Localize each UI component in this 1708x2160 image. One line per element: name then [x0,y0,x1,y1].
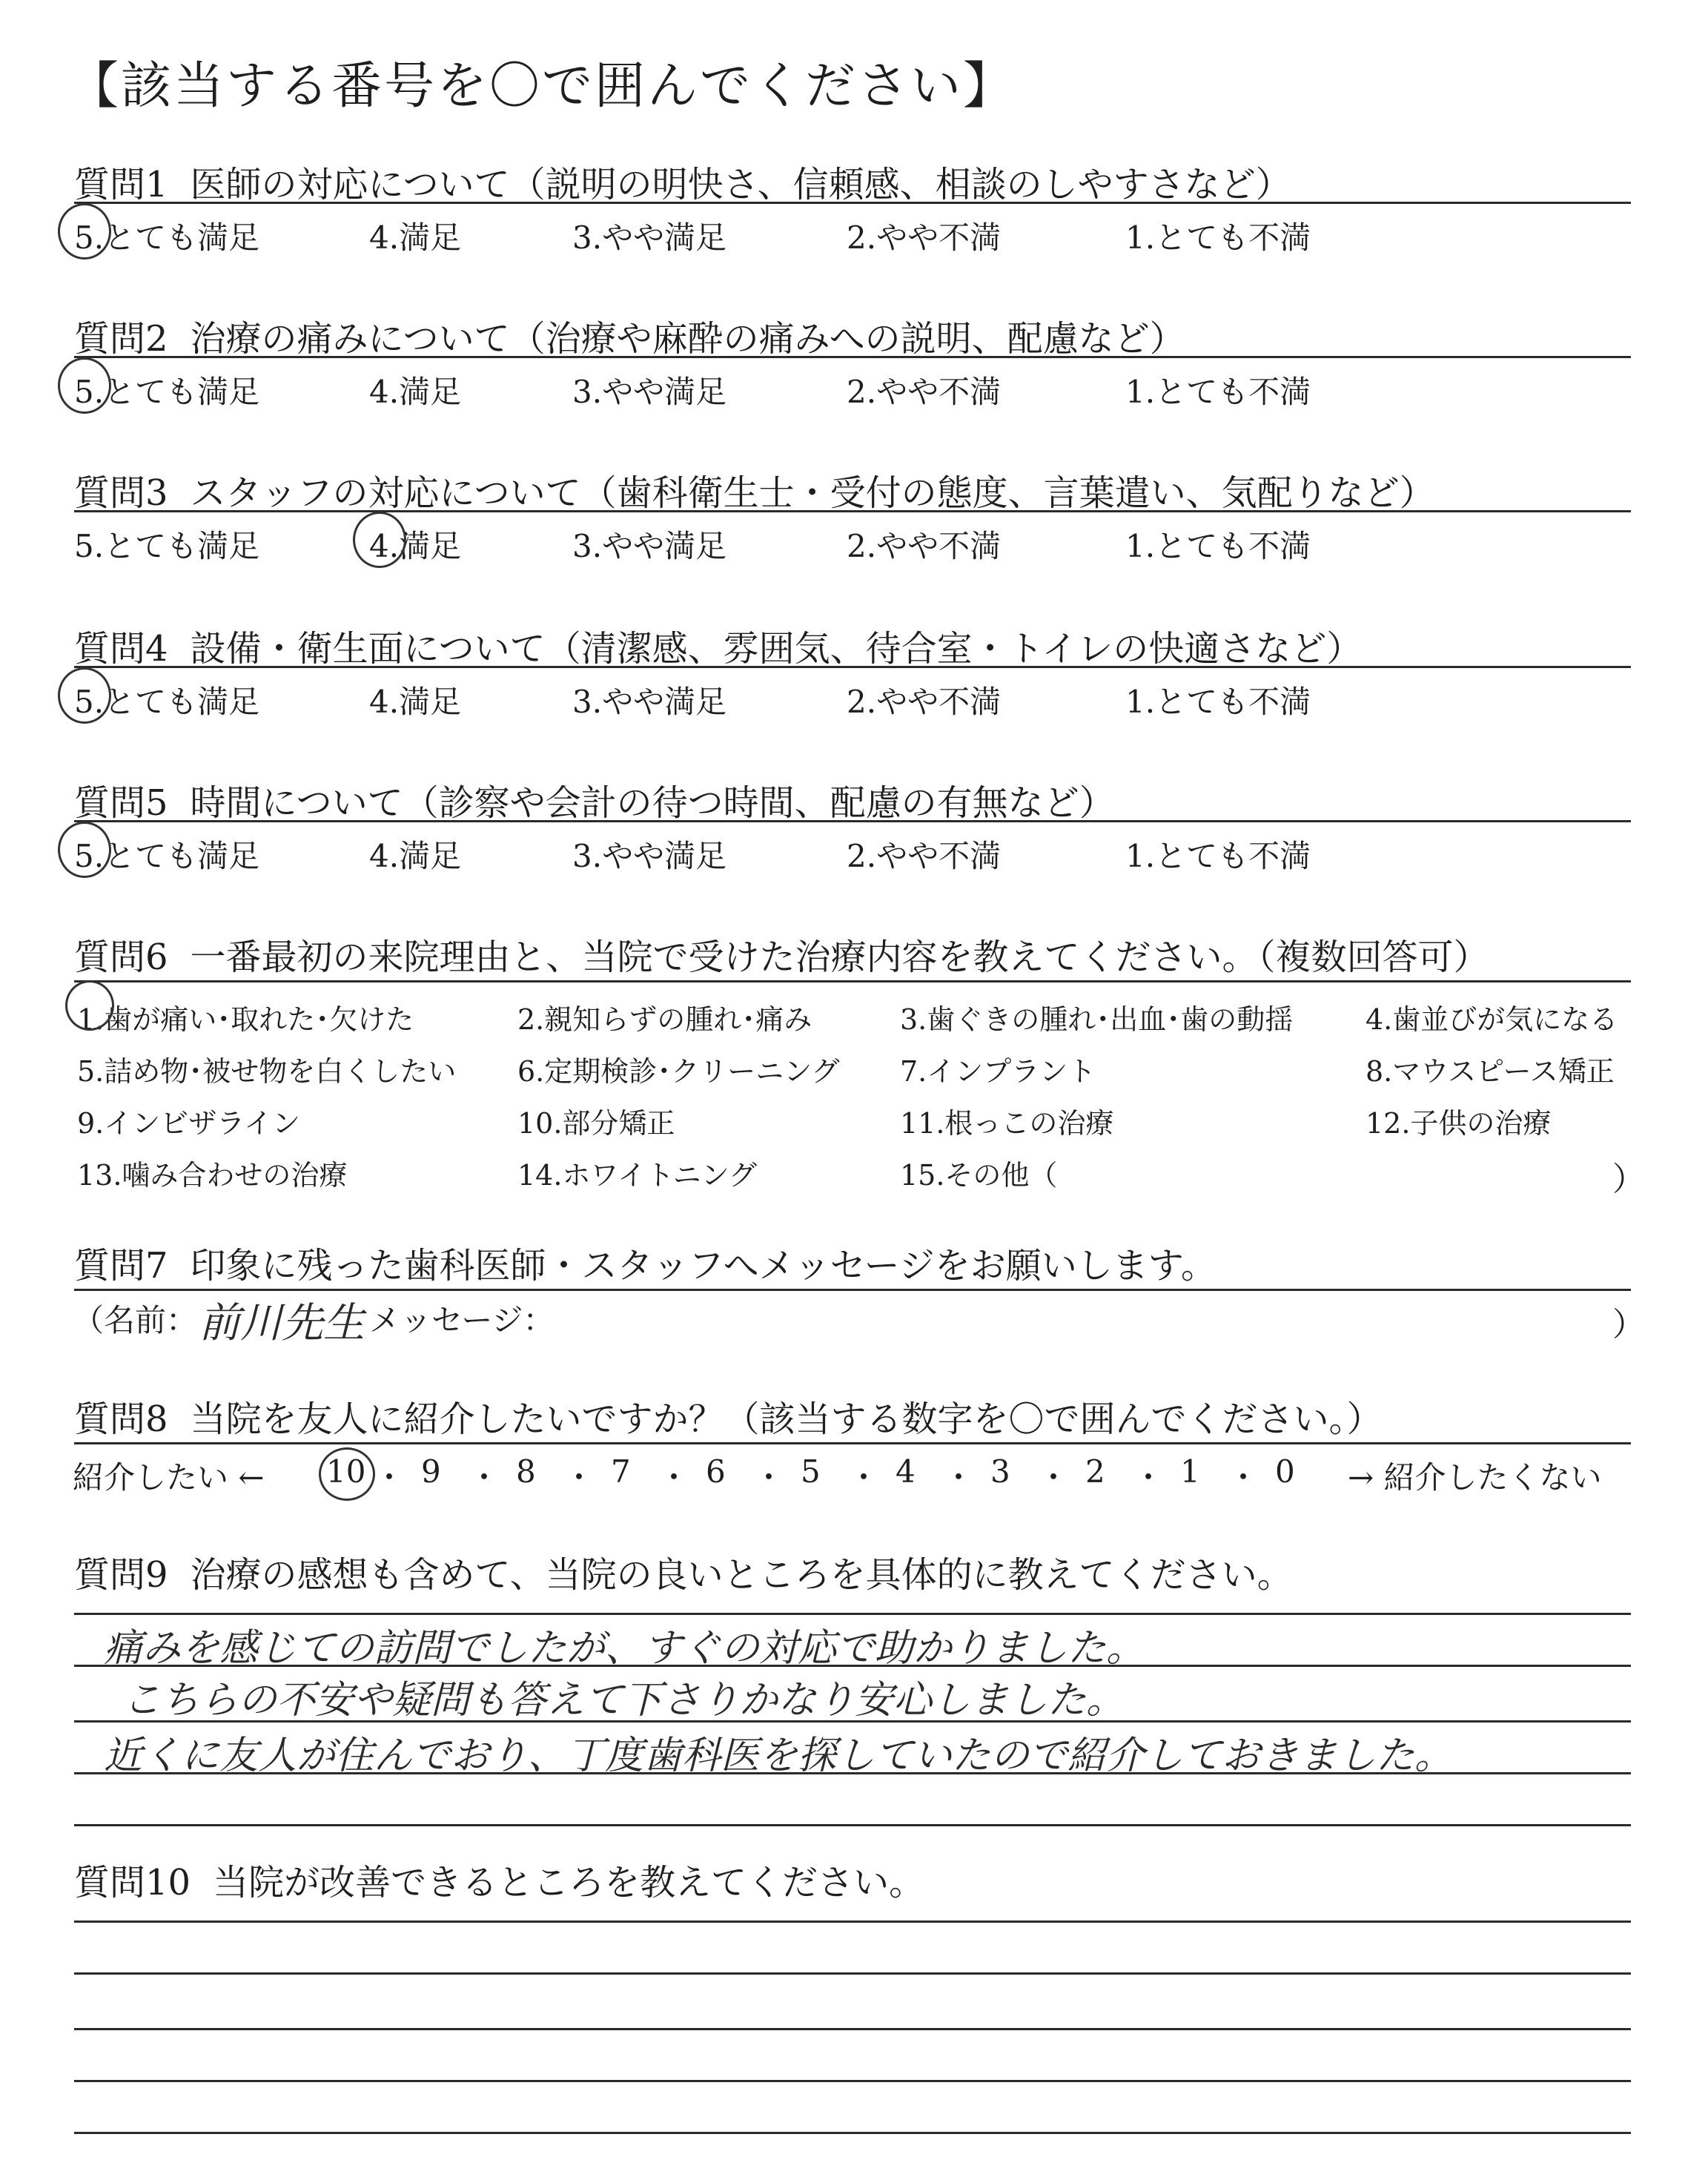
q6-option-7[interactable]: 7.インプラント [900,1055,1096,1088]
q8-title [74,1390,1383,1441]
q8-scale-separator: ・ [469,1459,500,1496]
q2-selection-circle [58,357,111,414]
q5-option-3[interactable]: 3.やや満足 [572,838,727,874]
q5-rule [74,820,1631,822]
q8-scale-8[interactable]: 8 [516,1453,536,1490]
q5-option-5[interactable]: 5.とても満足 [74,838,260,874]
q6-option-14[interactable]: 14.ホワイトニング [517,1159,758,1192]
q8-scale-6[interactable]: 6 [706,1453,726,1490]
q10-rule-3 [74,2028,1631,2030]
q8-scale-2[interactable]: 2 [1085,1453,1105,1490]
q1-selection-circle [58,203,111,260]
q7-text: 印象に残った歯科医師・スタッフへメッセージをお願いします。 [190,1245,1217,1287]
q6-title [74,928,1489,980]
q5-title [74,774,1115,825]
q1-text: 医師の対応について（説明の明快さ、信頼感、相談のしやすさなど） [190,164,1291,205]
q9-answer-line-2[interactable]: こちらの不安や疑問も答えて下さりかなり安心しました。 [122,1678,1125,1723]
q6-option-11[interactable]: 11.根っこの治療 [900,1107,1114,1140]
q7-message-label: メッセージ： [369,1302,555,1338]
q3-option-1[interactable]: 1.とても不満 [1125,528,1311,564]
page-header: 【該当する番号を〇で囲んでください】 [68,57,1016,116]
q3-option-4[interactable]: 4.満足 [369,528,462,564]
q1-title [74,156,1291,207]
q6-selection-circle [65,980,114,1031]
q4-text: 設備・衛生面について（清潔感、雰囲気、待合室・トイレの快適さなど） [190,628,1363,670]
q3-title [74,464,1435,515]
q7-name-value[interactable]: 前川先生 [199,1299,365,1347]
q4-number: 質問4 [74,628,168,670]
q6-option-10[interactable]: 10.部分矯正 [517,1107,675,1140]
q4-rule [74,666,1631,668]
q6-option-4[interactable]: 4.歯並びが気になる [1366,1003,1618,1036]
q4-title [74,620,1362,671]
q2-text: 治療の痛みについて（治療や麻酔の痛みへの説明、配慮など） [190,318,1185,360]
q7-title [74,1237,1217,1288]
q9-title [74,1546,1293,1597]
q6-option-2[interactable]: 2.親知らずの腫れ･痛み [517,1003,812,1036]
q2-option-2[interactable]: 2.やや不満 [847,374,1002,410]
q1-option-5[interactable]: 5.とても満足 [74,219,260,256]
q3-text: スタッフの対応について（歯科衛生士・受付の態度、言葉遣い、気配りなど） [190,472,1435,514]
q4-option-3[interactable]: 3.やや満足 [572,684,727,720]
q5-text: 時間について（診察や会計の待つ時間、配慮の有無など） [190,782,1115,824]
q3-option-5[interactable]: 5.とても満足 [74,528,260,564]
q10-rule-2 [74,1972,1631,1975]
q5-option-1[interactable]: 1.とても不満 [1125,838,1311,874]
q8-scale-separator: ・ [848,1459,880,1496]
q8-rule [74,1442,1631,1444]
q3-selection-circle [353,512,406,568]
q2-option-4[interactable]: 4.満足 [369,374,462,410]
q6-option-1[interactable]: 1.歯が痛い･取れた･欠けた [77,1003,414,1036]
q10-title [74,1854,924,1905]
q3-rule [74,510,1631,512]
q4-option-4[interactable]: 4.満足 [369,684,462,720]
q8-scale-separator: ・ [1133,1459,1165,1496]
q6-option-12[interactable]: 12.子供の治療 [1366,1107,1552,1140]
q6-option-13[interactable]: 13.噛み合わせの治療 [77,1159,348,1192]
q6-option-6[interactable]: 6.定期検診･クリーニング [517,1055,840,1088]
q6-option-3[interactable]: 3.歯ぐきの腫れ･出血･歯の動揺 [900,1003,1294,1036]
q4-selection-circle [58,667,111,724]
q8-scale-separator: ・ [658,1459,690,1496]
q6-number: 質問6 [74,937,168,978]
q8-scale-3[interactable]: 3 [990,1453,1010,1490]
q8-scale-0[interactable]: 0 [1275,1453,1295,1490]
q8-scale-4[interactable]: 4 [896,1453,916,1490]
q1-option-3[interactable]: 3.やや満足 [572,219,727,256]
q8-right-label: → 紹介したくない [1348,1459,1602,1496]
q8-scale-separator: ・ [1228,1459,1260,1496]
q8-scale-9[interactable]: 9 [421,1453,441,1490]
q6-option-15[interactable]: 15.その他（ [900,1159,1058,1192]
q10-text: 当院が改善できるところを教えてください。 [213,1862,925,1903]
q2-title [74,310,1185,361]
q5-number: 質問5 [74,782,168,824]
q3-option-3[interactable]: 3.やや満足 [572,528,727,564]
q5-option-4[interactable]: 4.満足 [369,838,462,874]
q8-scale-7[interactable]: 7 [611,1453,631,1490]
q8-scale-10[interactable]: 10 [326,1453,366,1490]
q9-answer-line-1[interactable]: 痛みを感じての訪問でしたが、すぐの対応で助かりました。 [104,1626,1145,1671]
q8-selection-circle [319,1447,375,1501]
q7-number: 質問7 [74,1245,168,1287]
q2-option-3[interactable]: 3.やや満足 [572,374,727,410]
q9-rule-5 [74,1824,1631,1826]
q10-rule-4 [74,2080,1631,2082]
q9-answer-line-3[interactable]: 近くに友人が住んでおり、丁度歯科医を探していたので紹介しておきました。 [104,1734,1454,1778]
q6-close-paren: ） [1612,1160,1645,1198]
q4-option-1[interactable]: 1.とても不満 [1125,684,1311,720]
q7-close-paren: ） [1612,1306,1645,1344]
q10-rule-1 [74,1920,1631,1923]
q8-number: 質問8 [74,1398,168,1440]
q6-rule [74,980,1631,982]
q3-number: 質問3 [74,472,168,514]
q3-option-2[interactable]: 2.やや不満 [847,528,1002,564]
q6-option-8[interactable]: 8.マウスピース矯正 [1366,1055,1615,1088]
q4-option-2[interactable]: 2.やや不満 [847,684,1002,720]
q5-selection-circle [58,822,111,878]
q8-scale-separator: ・ [563,1459,595,1496]
q2-rule [74,356,1631,358]
q6-text: 一番最初の来院理由と、当院で受けた治療内容を教えてください。（複数回答可） [190,937,1489,978]
q10-number: 質問10 [74,1862,191,1903]
q1-number: 質問1 [74,164,168,205]
q8-scale-separator: ・ [1038,1459,1070,1496]
q8-scale-1[interactable]: 1 [1180,1453,1200,1490]
q8-text: 当院を友人に紹介したいですか？（該当する数字を〇で囲んでください。） [190,1398,1383,1440]
q4-option-5[interactable]: 5.とても満足 [74,684,260,720]
q8-scale-separator: ・ [943,1459,975,1496]
q6-option-9[interactable]: 9.インビザライン [77,1107,301,1140]
q9-rule-1 [74,1613,1631,1615]
q9-number: 質問9 [74,1554,168,1596]
q2-option-1[interactable]: 1.とても不満 [1125,374,1311,410]
q9-text: 治療の感想も含めて、当院の良いところを具体的に教えてください。 [190,1554,1293,1596]
q8-scale-5[interactable]: 5 [801,1453,821,1490]
q7-name-label: （名前： [73,1302,198,1338]
q10-rule-5 [74,2132,1631,2134]
q1-option-2[interactable]: 2.やや不満 [847,219,1002,256]
q8-scale-separator: ・ [374,1459,406,1496]
q8-left-label: 紹介したい ← [73,1459,265,1496]
q1-option-1[interactable]: 1.とても不満 [1125,219,1311,256]
q1-option-4[interactable]: 4.満足 [369,219,462,256]
q5-option-2[interactable]: 2.やや不満 [847,838,1002,874]
q1-rule [74,202,1631,204]
q6-option-5[interactable]: 5.詰め物･被せ物を白くしたい [77,1055,457,1088]
q2-option-5[interactable]: 5.とても満足 [74,374,260,410]
q2-number: 質問2 [74,318,168,360]
q8-scale-separator: ・ [753,1459,785,1496]
